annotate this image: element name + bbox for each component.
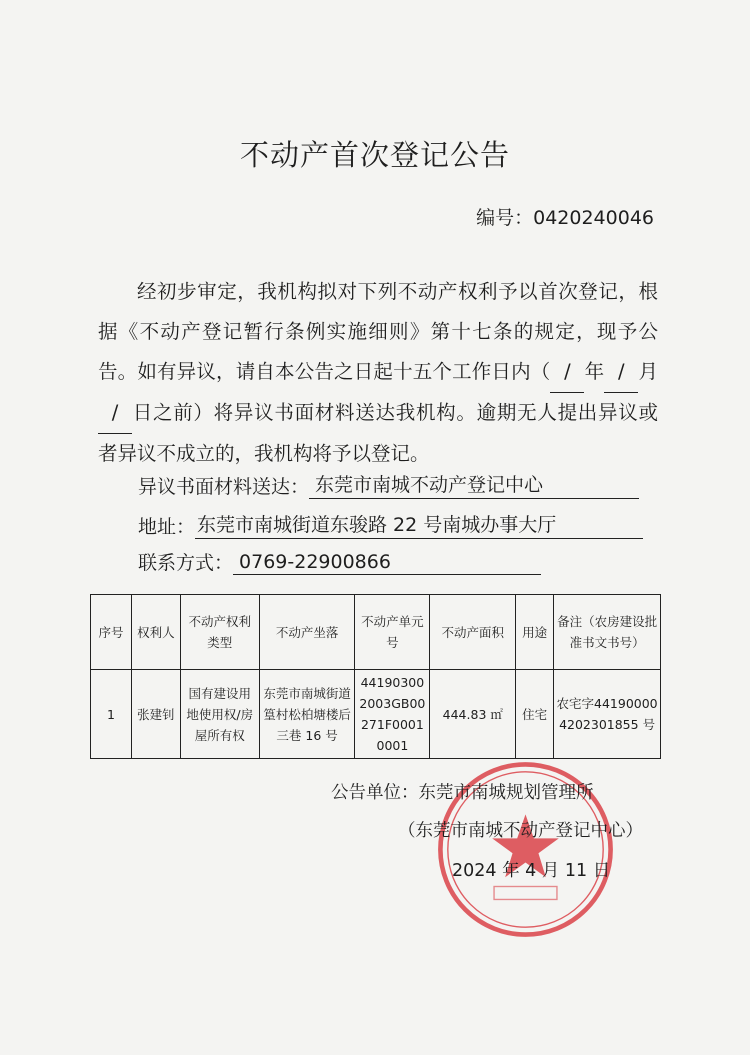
announcement-body [98, 272, 658, 474]
document-number: 编号：0420240046 [476, 207, 654, 229]
cell-no: 1 [91, 670, 132, 759]
announcement-paragraph [98, 272, 658, 474]
cell-unit-no: 441903002003GB00271F00010001 [355, 670, 430, 759]
address-value: 东莞市南城街道东骏路 22 号南城办事大厅 [195, 510, 643, 539]
cell-note: 农宅字441900004202301855 号 [554, 670, 661, 759]
announcement-date: 2024 年 4 月 11 日 [452, 861, 611, 881]
address-row [138, 510, 643, 539]
cell-right-type: 国有建设用地使用权/房屋所有权 [180, 670, 259, 759]
blank-year: / [550, 352, 584, 393]
cell-holder: 张建钊 [131, 670, 180, 759]
header-no: 序号 [91, 595, 132, 670]
header-note: 备注（农房建设批准书文书号） [554, 595, 661, 670]
header-unit-no: 不动产单元号 [355, 595, 430, 670]
header-holder: 权利人 [131, 595, 180, 670]
contact-label: 联系方式： [138, 552, 234, 574]
blank-month: / [604, 352, 638, 393]
year-label: 年 [584, 360, 605, 383]
delivery-row [138, 470, 639, 499]
address-label: 地址： [138, 516, 196, 538]
table-header-row [91, 595, 661, 670]
header-usage: 用途 [516, 595, 554, 670]
announcing-unit: 公告单位：东莞市南城规划管理所 [331, 783, 594, 803]
delivery-value: 东莞市南城不动产登记中心 [309, 470, 639, 499]
page-title: 不动产首次登记公告 [239, 138, 510, 172]
blank-day: / [98, 393, 132, 434]
month-label: 月 [638, 360, 658, 383]
header-area: 不动产面积 [430, 595, 516, 670]
header-right-type: 不动产权利类型 [180, 595, 259, 670]
registration-table [90, 594, 661, 759]
registration-center: （东莞市南城不动产登记中心） [398, 821, 643, 841]
paragraph-part2: 日之前）将异议书面材料送达我机构。逾期无人提出异议或者异议不成立的，我机构将予以登记。 [98, 401, 658, 465]
contact-value: 0769-22900866 [233, 551, 541, 575]
header-location: 不动产坐落 [259, 595, 355, 670]
paragraph-part1: 经初步审定，我机构拟对下列不动产权利予以首次登记，根据《不动产登记暂行条例实施细则》第十七条的规定，现予公告。如有异议，请自本公告之日起十五个工作日内（ [98, 280, 658, 383]
table-row [91, 670, 661, 759]
delivery-label: 异议书面材料送达： [138, 476, 310, 498]
cell-location: 东莞市南城街道篁村松柏塘楼后三巷 16 号 [259, 670, 355, 759]
contact-row [138, 548, 541, 575]
cell-area: 444.83 ㎡ [430, 670, 516, 759]
cell-usage: 住宅 [516, 670, 554, 759]
